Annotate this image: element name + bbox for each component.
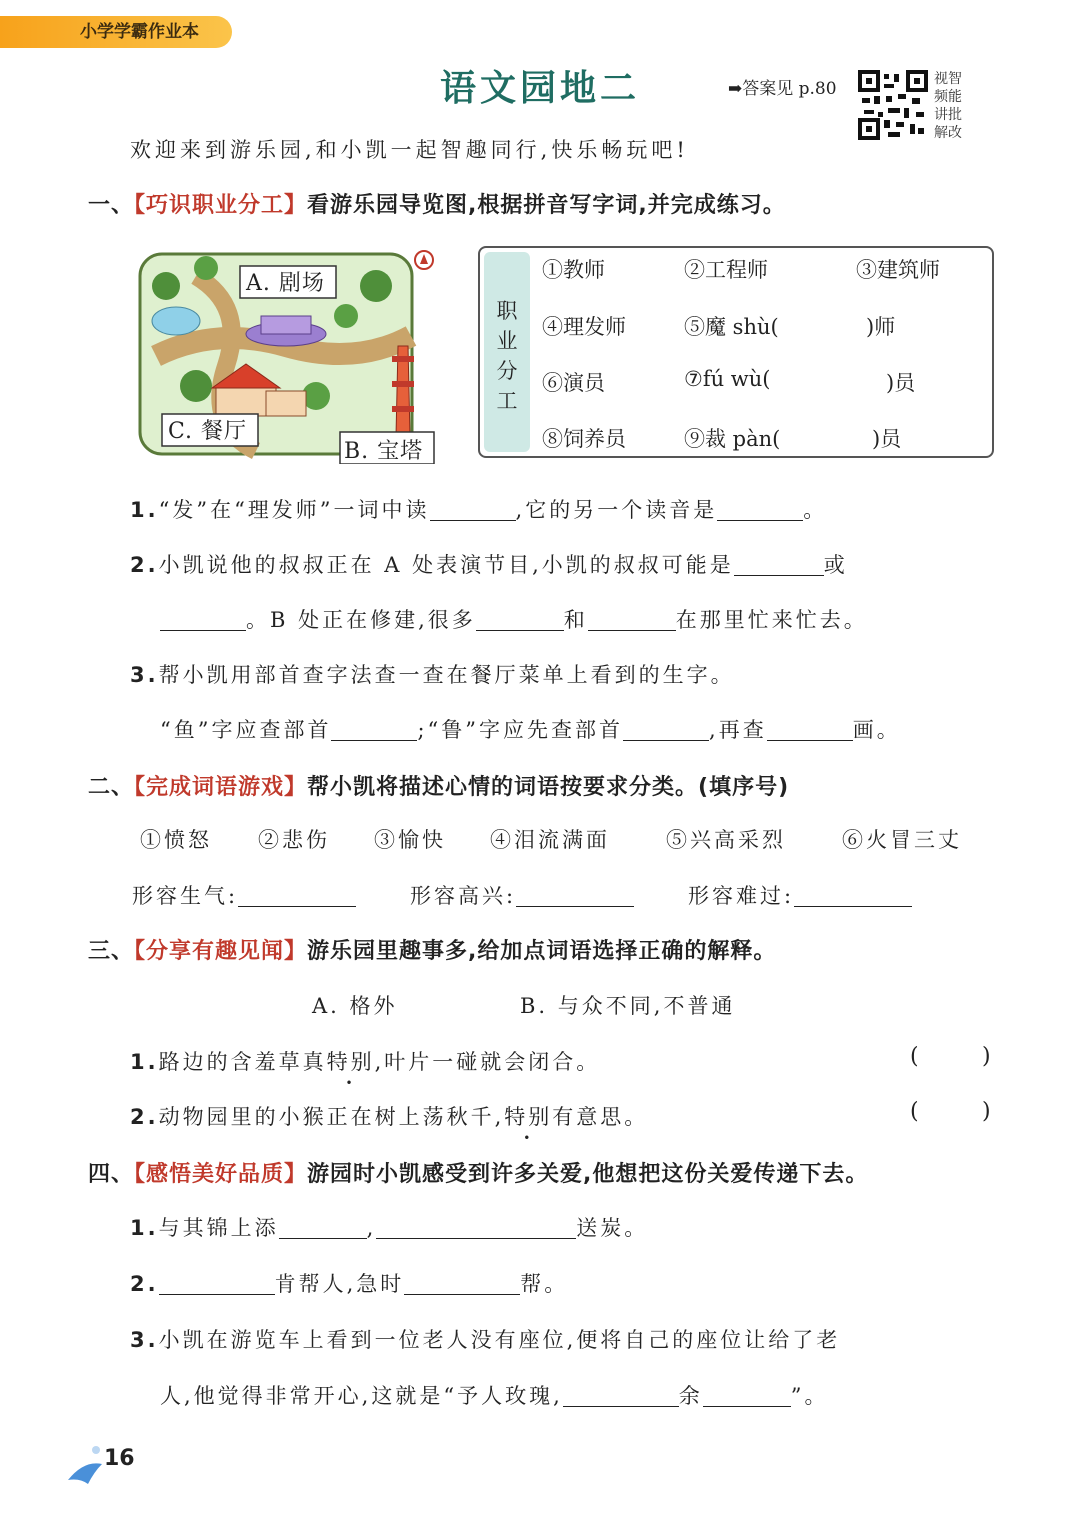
option-a: A. 格外 [312,994,398,1018]
s4-question-2 [130,1268,568,1298]
answer-blank[interactable] [476,608,564,631]
word-1: ①愤怒 [140,828,212,852]
answer-blank[interactable] [734,553,824,576]
q-number: 1. [130,1216,159,1240]
job-6: ⑥演员 [542,371,605,395]
answer-blank[interactable] [160,608,246,631]
q-text: 有意思。 [552,1105,649,1129]
section-4-tag: 【感悟美好品质】 [134,1162,308,1187]
section-3-tag: 【分享有趣见闻】 [134,939,308,964]
page-title: 语文园地二 [439,68,640,109]
q-text: ,叶片一碰就会闭合。 [374,1050,601,1074]
q-text: , [366,1216,377,1240]
q-text: ”。 [790,1384,829,1408]
s3-question-1 [130,1046,600,1076]
job-side-label [484,252,530,452]
job-4: ④理发师 [542,315,626,339]
section-1-text: 看游乐园导览图,根据拼音写字词,并完成练习。 [307,193,786,218]
map-label-pagoda: B. 宝塔 [344,439,424,464]
category-label: 形容生气: [132,884,239,908]
q-text: 小凯说他的叔叔正在 A 处表演节目,小凯的叔叔可能是 [158,553,734,577]
section-4-heading [88,1157,868,1188]
job-9: ⑨裁 pàn( [684,427,781,451]
qr-code-icon[interactable] [858,70,928,140]
answer-slot-1[interactable] [928,1046,978,1074]
job-9-suffix: )员 [872,427,902,451]
q-text: 肯帮人,急时 [274,1272,405,1296]
job-2: ②工程师 [684,258,768,282]
job-side-label-text: 职业分工 [496,299,518,413]
job-5: ⑤魔 shù( [684,315,779,339]
q-text: 。B 处正在修建,很多 [246,608,476,632]
section-2-tag: 【完成词语游戏】 [134,775,308,800]
answer-blank[interactable] [516,884,634,907]
q-number: 1. [130,1050,159,1074]
q-number: 2. [130,1272,159,1296]
answer-blank[interactable] [767,718,853,741]
answer-reference: ➡答案见 p.80 [728,79,837,99]
q-text: ,它的另一个读音是 [515,498,718,522]
dotted-word: 特别 [326,1050,375,1074]
section-3-text: 游乐园里趣事多,给加点词语选择正确的解释。 [307,939,777,964]
option-b: B. 与众不同,不普通 [520,994,736,1018]
s4-question-3-line-2 [160,1380,829,1410]
q-text: 与其锦上添 [158,1216,279,1240]
answer-paren-close: ) [982,1099,991,1124]
job-8: ⑧饲养员 [542,427,626,451]
s1-question-3-line-2 [160,714,901,744]
section-2-text: 帮小凯将描述心情的词语按要求分类。(填序号) [307,775,790,800]
s1-question-2-line-1 [130,549,848,579]
q-text: 画。 [852,718,901,742]
q-text: 送炭。 [576,1216,649,1240]
s1-question-3-line-1 [130,659,735,689]
q-text: 在那里忙来忙去。 [675,608,868,632]
section-1-tag: 【巧识职业分工】 [134,193,308,218]
word-2: ②悲伤 [258,828,330,852]
answer-blank[interactable] [563,1384,679,1407]
q-text: 帮小凯用部首查字法查一查在餐厅菜单上看到的生字。 [158,663,735,687]
dotted-word: 特别 [504,1105,553,1129]
answer-paren-open: ( [910,1099,919,1124]
answer-blank[interactable] [376,1216,576,1239]
q-number: 3. [130,663,159,687]
job-3: ③建筑师 [856,258,940,282]
q-number: 2. [130,553,159,577]
section-4-prefix: 四、 [88,1162,135,1187]
s1-question-1 [130,494,827,524]
answer-blank[interactable] [238,884,356,907]
q-text: 路边的含羞草真 [158,1050,327,1074]
answer-slot-2[interactable] [928,1101,978,1129]
section-1-prefix: 一、 [88,193,135,218]
answer-blank[interactable] [588,608,676,631]
q-text: 或 [823,553,848,577]
q-text: “发”在“理发师”一词中读 [158,498,430,522]
answer-blank[interactable] [430,498,516,521]
s1-question-2-line-2 [160,604,868,634]
category-happy [410,880,634,910]
s4-question-3-line-1 [130,1324,840,1354]
q-text: “鱼”字应查部首 [160,718,332,742]
job-1: ①教师 [542,258,605,282]
section-2-heading [88,770,789,801]
word-6: ⑥火冒三丈 [842,828,962,852]
section-1-heading [88,188,786,219]
answer-blank[interactable] [331,718,417,741]
category-angry [132,880,356,910]
qr-caption: 视智频能讲批解改 [934,71,962,141]
section-3-heading [88,934,776,965]
q-text: ;“鲁”字应先查部首 [417,718,624,742]
answer-blank[interactable] [717,498,803,521]
s3-question-2 [130,1101,648,1131]
answer-blank[interactable] [159,1272,275,1295]
job-5-suffix: )师 [866,315,896,339]
answer-blank[interactable] [404,1272,520,1295]
section-2-prefix: 二、 [88,775,135,800]
map-label-restaurant: C. 餐厅 [168,419,248,444]
category-label: 形容难过: [688,884,795,908]
answer-paren-close: ) [982,1044,991,1069]
word-4: ④泪流满面 [490,828,610,852]
answer-paren-open: ( [910,1044,919,1069]
q-text: 人,他觉得非常开心,这就是“予人玫瑰, [160,1384,563,1408]
section-4-text: 游园时小凯感受到许多关爱,他想把这份关爱传递下去。 [307,1162,869,1187]
q-number: 1. [130,498,159,522]
intro-text: 欢迎来到游乐园,和小凯一起智趣同行,快乐畅玩吧! [130,138,689,162]
q-number: 3. [130,1328,159,1352]
q-text: 帮。 [520,1272,569,1296]
word-5: ⑤兴高采烈 [666,828,786,852]
answer-blank[interactable] [703,1384,791,1407]
answer-blank[interactable] [623,718,709,741]
answer-blank[interactable] [794,884,912,907]
q-number: 2. [130,1105,159,1129]
q-text: 小凯在游览车上看到一位老人没有座位,便将自己的座位让给了老 [158,1328,841,1352]
q-text: 动物园里的小猴正在树上荡秋千, [158,1105,505,1129]
section-3-prefix: 三、 [88,939,135,964]
q-text: ,再查 [709,718,767,742]
job-7: ⑦fú wù( [684,367,771,391]
category-label: 形容高兴: [410,884,517,908]
q-text: 余 [678,1384,703,1408]
word-3: ③愉快 [374,828,446,852]
job-7-suffix: )员 [886,371,916,395]
map-label-theater: A. 剧场 [246,271,325,296]
page-number: 16 [104,1446,135,1471]
category-sad [688,880,912,910]
q-text: 和 [563,608,588,632]
q-text: 。 [803,498,828,522]
series-tab: 小学学霸作业本 [0,16,232,48]
answer-blank[interactable] [279,1216,367,1239]
s4-question-1 [130,1212,648,1242]
